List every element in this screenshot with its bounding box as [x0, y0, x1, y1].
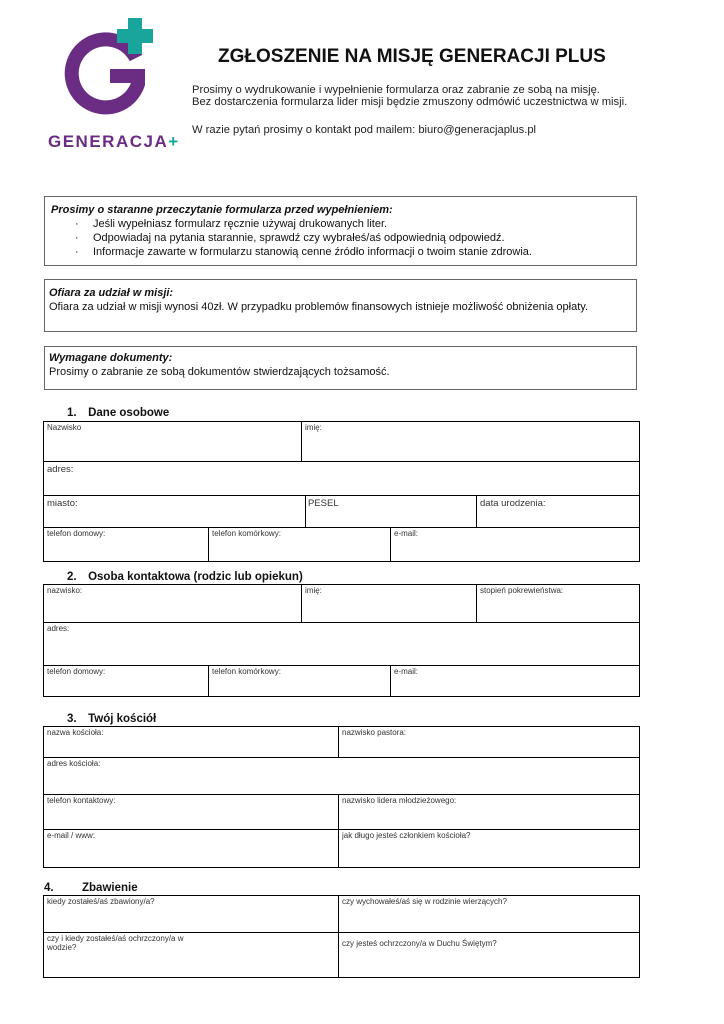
youth-leader-field[interactable]: nazwisko lidera młodzieżowego:	[339, 795, 639, 830]
contact-name-field[interactable]: imię:	[302, 585, 477, 623]
address-field[interactable]: adres:	[44, 462, 639, 496]
intro-line-2: Bez dostarczenia formularza lider misji będzie zmuszony odmówić uczestnictwa w misji.	[192, 96, 628, 108]
documents-heading: Wymagane dokumenty:	[49, 352, 173, 364]
city-field[interactable]: miasto:	[44, 496, 306, 528]
contact-email-field[interactable]: e-mail:	[394, 667, 419, 676]
birth-date-field[interactable]: data urodzenia:	[477, 496, 639, 528]
name-field[interactable]: imię:	[302, 422, 639, 462]
member-since-field[interactable]: jak długo jesteś członkiem kościoła?	[342, 831, 471, 840]
when-saved-field[interactable]: kiedy zostałeś/aś zbawiony/a?	[44, 896, 339, 933]
fee-heading: Ofiara za udział w misji:	[49, 287, 174, 299]
section-4-number: 4.	[44, 882, 54, 894]
documents-box	[44, 346, 637, 390]
church-address-field[interactable]: adres kościoła:	[44, 758, 639, 795]
brand-plus: +	[168, 132, 180, 151]
church-name-field[interactable]: nazwa kościoła:	[44, 727, 339, 758]
section-1-title: 1. Dane osobowe	[67, 407, 170, 419]
contact-line: W razie pytań prosimy o kontakt pod mailem: biuro@generacjaplus.pl	[192, 124, 537, 136]
section-2-title: 2. Osoba kontaktowa (rodzic lub opiekun)	[67, 571, 303, 583]
mobile-phone-field[interactable]: telefon komórkowy:	[209, 528, 391, 561]
spirit-baptism-field[interactable]: czy jesteś ochrzczony/a w Duchu Świętym?	[342, 939, 497, 948]
instructions-heading: Prosimy o staranne przeczytanie formularza przed wypełnieniem:	[51, 204, 393, 216]
email-field[interactable]: e-mail:	[394, 529, 419, 538]
personal-data-table	[43, 421, 640, 562]
church-email-www-field[interactable]: e-mail / www:	[44, 830, 339, 867]
believing-family-field[interactable]: czy wychowałeś/aś się w rodzinie wierzących?	[339, 896, 639, 933]
church-table	[43, 726, 640, 868]
generacja-logo-icon	[58, 18, 158, 128]
relation-field[interactable]: stopień pokrewieństwa:	[477, 585, 639, 623]
contact-mobile-phone-field[interactable]: telefon komórkowy:	[209, 666, 391, 696]
section-3-title: 3. Twój kościół	[67, 713, 157, 725]
instructions-box: Prosimy o staranne przeczytanie formularza przed wypełnieniem: · Jeśli wypełniasz formularz ręcznie używaj drukowanych liter. · Odpowiadaj na pytania starannie, sprawdź czy wybrałeś/aś odpowiednią odpowiedź. · Informacje zawarte w formularzu stanowią cenne źródło informacji o twoim stanie zdrowia.	[44, 196, 637, 266]
fee-box	[44, 279, 637, 332]
fee-text: Ofiara za udział w misji wynosi 40zł. W przypadku problemów finansowych istnieje możliwość obniżenia opłaty.	[49, 301, 589, 313]
contact-surname-field[interactable]: nazwisko:	[44, 585, 302, 623]
water-baptism-field[interactable]: czy i kiedy zostałeś/aś ochrzczony/a w wodzie?	[44, 933, 339, 977]
section-4-title: Zbawienie	[82, 882, 138, 894]
pesel-field[interactable]: PESEL	[306, 496, 477, 528]
contact-address-field[interactable]: adres:	[44, 623, 639, 666]
documents-text: Prosimy o zabranie ze sobą dokumentów stwierdzających tożsamość.	[49, 366, 390, 378]
pastor-name-field[interactable]: nazwisko pastora:	[339, 727, 639, 758]
home-phone-field[interactable]: telefon domowy:	[44, 528, 209, 561]
brand-name: GENERACJA+	[48, 132, 180, 151]
page-title: ZGŁOSZENIE NA MISJĘ GENERACJI PLUS	[218, 46, 606, 67]
contact-home-phone-field[interactable]: telefon domowy:	[44, 666, 209, 696]
salvation-table	[43, 895, 640, 978]
surname-field[interactable]: Nazwisko	[44, 422, 302, 462]
intro-line-1: Prosimy o wydrukowanie i wypełnienie formularza oraz zabranie ze sobą na misję.	[192, 84, 600, 96]
church-phone-field[interactable]: telefon kontaktowy:	[44, 795, 339, 830]
contact-person-table	[43, 584, 640, 697]
